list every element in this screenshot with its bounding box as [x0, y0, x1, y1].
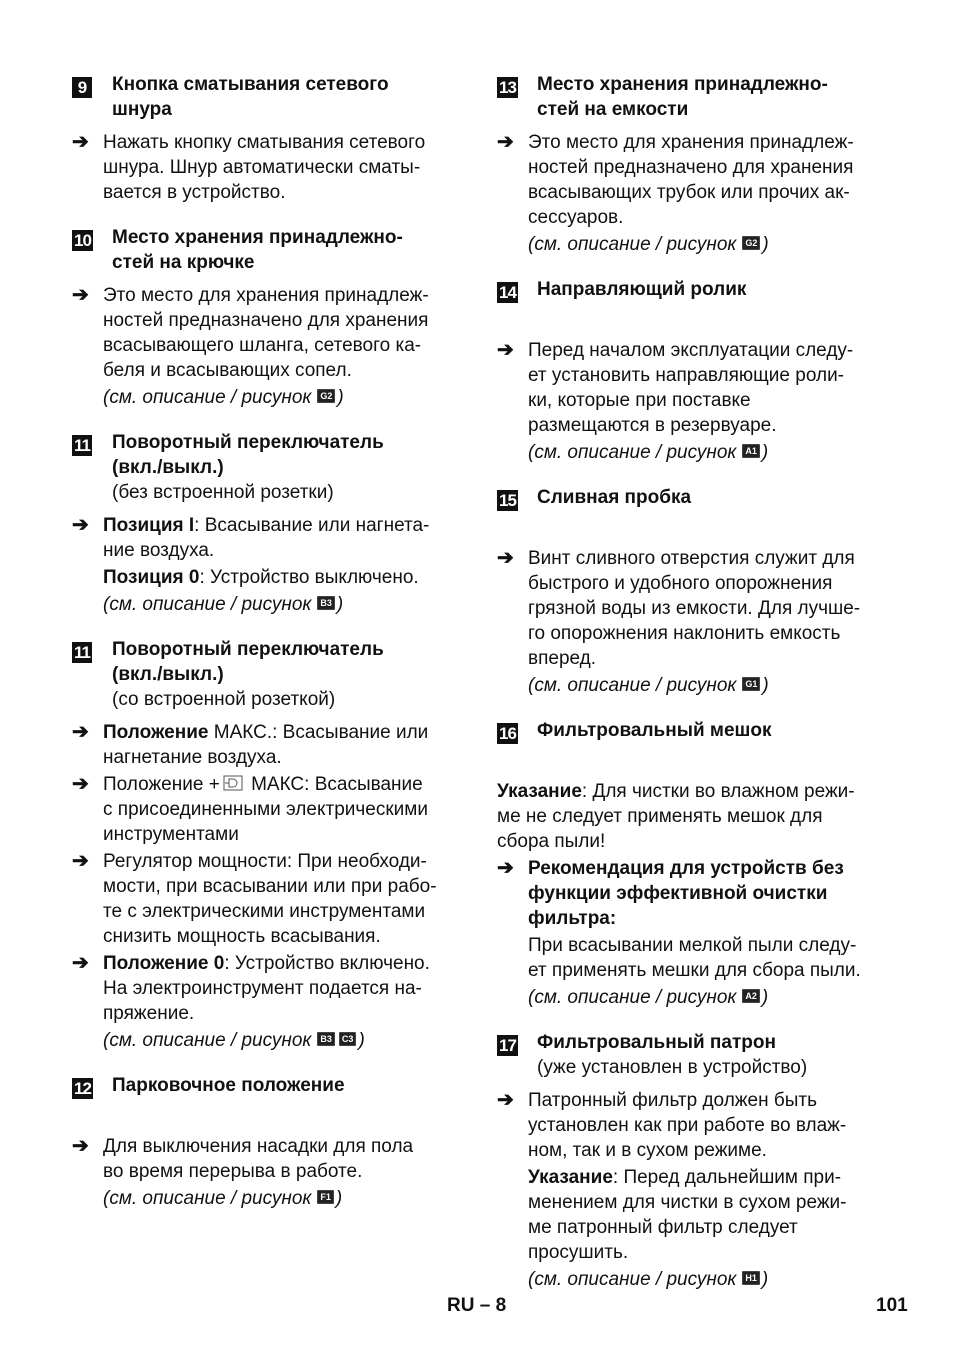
section-heading: Фильтровальный мешок: [537, 720, 772, 741]
figure-label: A2: [742, 989, 760, 1003]
arrow-right-icon: ➔: [72, 284, 89, 306]
section-10: [72, 225, 462, 410]
instruction-item: ➔ Позиция I: Всасывание или нагнета- ние воздуха.: [72, 514, 430, 561]
section-15: [497, 485, 887, 698]
section-heading: Направляющий ролик: [537, 279, 747, 300]
instruction-item: ➔ Винт сливного отверстия служит для быстрого и удобного опорожнения грязной воды из емкости. Для лучше- го опорожнения наклонить емкость вперед.: [497, 547, 861, 669]
arrow-right-icon: ➔: [72, 131, 89, 153]
figure-reference: (см. описание / рисунок B3 ): [103, 594, 344, 615]
arrow-right-icon: ➔: [497, 339, 514, 361]
arrow-right-icon: ➔: [497, 547, 514, 569]
section-14: [497, 277, 887, 465]
arrow-right-icon: ➔: [497, 1089, 514, 1111]
position-text: Позиция 0: Устройство выключено.: [103, 567, 419, 588]
arrow-right-icon: ➔: [72, 773, 89, 795]
section-11-with-socket: [72, 637, 462, 1053]
section-heading: Место хранения принадлежно- стей на емкости: [537, 74, 828, 120]
item-number-badge: 14: [499, 283, 516, 302]
item-number-badge: 15: [499, 491, 516, 510]
item-number-badge: 11: [72, 642, 92, 663]
recommendation-text: При всасывании мелкой пыли следу- ет применять мешки для сбора пыли.: [528, 935, 861, 981]
instruction-item: ➔ Перед началом эксплуатации следу- ет установить направляющие роли- ки, которые при поставке размещаются в резервуаре.: [497, 339, 854, 436]
note-text: Указание: Перед дальнейшим при- менением для чистки в сухом режи- ме патронный фильтр следует просушить.: [528, 1167, 847, 1263]
recommendation-item: ➔ Рекомендация для устройств без функции эффективной очистки фильтра:: [497, 857, 844, 929]
instruction-item: ➔ Регулятор мощности: При необходи- мости, при всасывании или при рабо- те с электрическими инструментами снизить мощность всасывания.: [72, 850, 437, 947]
section-12: [72, 1073, 462, 1211]
arrow-right-icon: ➔: [72, 1135, 89, 1157]
arrow-right-icon: ➔: [72, 721, 89, 743]
item-number-badge: 17: [499, 1036, 516, 1055]
figure-label: B3: [317, 1032, 335, 1046]
figure-reference: (см. описание / рисунок A1 ): [528, 442, 769, 463]
section-heading: Кнопка сматывания сетевого шнура: [112, 74, 389, 120]
figure-label: H1: [742, 1271, 760, 1285]
item-number-badge: 11: [72, 435, 92, 456]
section-subheading: (уже установлен в устройство): [537, 1057, 808, 1078]
instruction-item: ➔ Патронный фильтр должен быть установлен как при работе во влаж- ном, так и в сухом режиме.: [497, 1089, 847, 1161]
instruction-item: ➔ Это место для хранения принадлеж- ностей предназначено для хранения всасывающего шланга, сетевого ка- беля и всасывающих сопел.: [72, 284, 429, 381]
instruction-item: ➔ Положение МАКС.: Всасывание или нагнетание воздуха.: [72, 721, 429, 768]
section-heading: Место хранения принадлежно- стей на крючке: [112, 227, 403, 273]
right-column: [497, 72, 887, 1312]
left-column: [72, 72, 462, 1231]
figure-reference: (см. описание / рисунок G2 ): [103, 387, 344, 408]
item-number-badge: 16: [499, 724, 516, 743]
section-heading: Сливная пробка: [537, 487, 692, 508]
section-9: [72, 72, 462, 205]
arrow-right-icon: ➔: [72, 952, 89, 974]
figure-label: G2: [317, 389, 335, 403]
section-subheading: (со встроенной розеткой): [112, 689, 336, 710]
figure-label: C3: [339, 1032, 357, 1046]
figure-reference: (см. описание / рисунок H1 ): [528, 1269, 769, 1290]
instruction-item: ➔ Положение + МАКС: Всасывание с присоединенными электрическими инструментами: [72, 773, 428, 845]
page-label: RU – 8: [447, 1295, 507, 1316]
note-text: Указание: Для чистки во влажном режи- ме не следует применять мешок для сбора пыли!: [497, 781, 855, 852]
item-number-badge: 12: [74, 1079, 91, 1098]
instruction-item: ➔ Нажать кнопку сматывания сетевого шнура. Шнур автоматически сматы- вается в устройство.: [72, 131, 426, 203]
item-number-badge: 10: [74, 231, 91, 250]
figure-reference: (см. описание / рисунок F1 ): [103, 1188, 343, 1209]
arrow-right-icon: ➔: [72, 514, 89, 536]
item-number-badge: 9: [72, 77, 92, 98]
section-heading: Поворотный переключатель (вкл./выкл.): [112, 432, 384, 478]
power-socket-icon: [222, 774, 244, 792]
page-number: 101: [876, 1295, 908, 1316]
figure-label: G1: [742, 677, 760, 691]
section-heading: Парковочное положение: [112, 1075, 345, 1096]
figure-label: G2: [742, 236, 760, 250]
instruction-item: ➔ Положение 0: Устройство включено. На электроинструмент подается на- пряжение.: [72, 952, 430, 1024]
section-17: [497, 1030, 887, 1292]
section-heading: Фильтровальный патрон: [537, 1032, 776, 1053]
section-16: [497, 718, 887, 1010]
item-number-badge: 13: [499, 78, 516, 97]
arrow-right-icon: ➔: [497, 131, 514, 153]
section-subheading: (без встроенной розетки): [112, 482, 334, 503]
arrow-right-icon: ➔: [497, 857, 514, 879]
figure-reference: (см. описание / рисунок B3 C3 ): [103, 1030, 365, 1051]
section-13: [497, 72, 887, 257]
figure-label: A1: [742, 444, 760, 458]
figure-reference: (см. описание / рисунок G2 ): [528, 234, 769, 255]
instruction-item: ➔ Для выключения насадки для пола во время перерыва в работе.: [72, 1135, 414, 1182]
figure-reference: (см. описание / рисунок G1 ): [528, 675, 769, 696]
section-11-no-socket: [72, 430, 462, 617]
figure-label: F1: [317, 1190, 334, 1204]
figure-reference: (см. описание / рисунок A2 ): [528, 987, 769, 1008]
figure-label: B3: [317, 596, 335, 610]
section-heading: Поворотный переключатель (вкл./выкл.): [112, 639, 384, 685]
arrow-right-icon: ➔: [72, 850, 89, 872]
instruction-item: ➔ Это место для хранения принадлеж- ностей предназначено для хранения всасывающих трубок или прочих ак- сессуаров.: [497, 131, 854, 228]
